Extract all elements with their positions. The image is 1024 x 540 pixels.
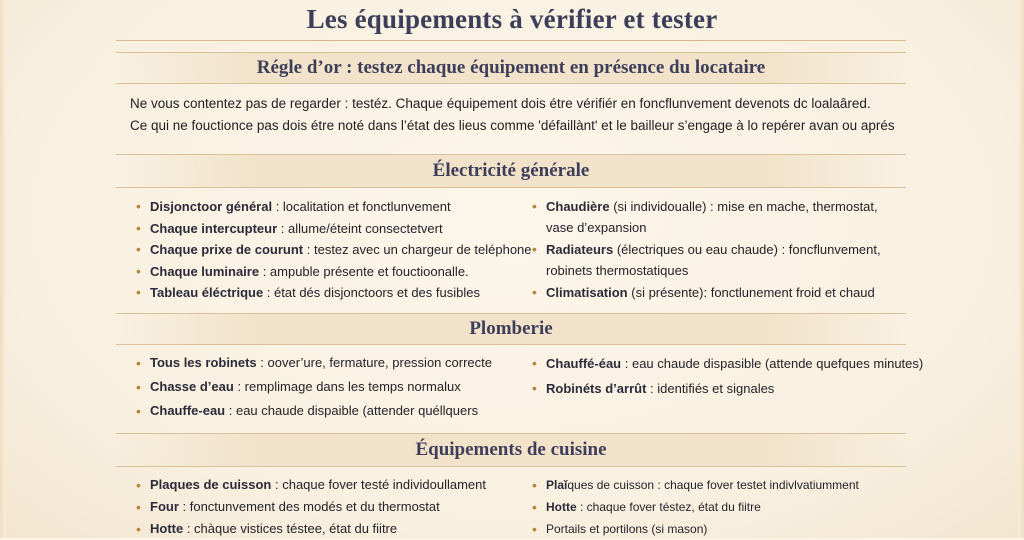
list-item [530,196,881,238]
item-text: (si individoualle) : mise en mache, thermostat, [609,199,878,214]
bullet-icon: • [532,284,537,300]
bullet-icon: • [136,241,141,257]
item-text: ques de cuisson : chaque fover testet indivlvatiumment [567,478,859,492]
item-key: Radiateurs [546,242,614,257]
item-key: Portails [546,522,587,536]
section-heading-electricite: Électricité générale [432,160,590,181]
band-top-rule [116,154,906,155]
list-item [134,282,532,304]
bullet-icon: • [136,262,141,279]
band-top-rule [116,52,906,53]
list-item [530,518,859,540]
list-item [134,399,492,423]
item-text: : chaque fover téstez, état du fiitre [576,500,761,514]
list-item [134,261,532,283]
item-key: Hotte [546,500,577,514]
intro-paragraph [130,93,930,137]
list-item [530,282,881,303]
item-key: Hotte [150,521,184,536]
item-text: : testez avec un chargeur de teléphone [303,242,532,257]
right-border [1018,0,1024,538]
electricite-left-list [134,196,532,304]
list-item [134,496,486,518]
bullet-icon: • [136,499,141,515]
item-key: Chaudière [546,199,610,214]
bullet-icon: • [532,241,537,257]
golden-rule-band [116,52,906,84]
bullet-icon: • [532,355,537,371]
list-item [134,239,532,261]
item-text: (électriques ou eau chaude) : foncflunvement, [613,242,881,257]
item-text: : localitation et fonctlunvement [272,199,451,214]
item-subtext: vase d’expansion [546,220,647,235]
item-key: Chauffé-éau [546,356,622,371]
list-item [134,375,492,399]
bullet-icon: • [136,198,141,214]
item-key: Plaǐ [546,478,568,492]
item-text: : oover’ure, fermature, pression correcte [256,355,492,370]
band-top-rule [116,433,906,434]
electricite-right-list [530,196,881,304]
item-text: et portilons (si mason) [586,522,708,536]
section-heading-plomberie: Plomberie [469,318,553,339]
bullet-icon: • [532,198,537,214]
band-top-rule [116,313,906,314]
list-item [530,376,923,401]
item-key: Tableau éléctrique [150,285,264,300]
list-item [134,474,486,496]
list-item [530,239,881,281]
list-item [134,196,532,218]
item-text: : chàque vistices téstee, état du fiitre [183,521,398,536]
item-text: (si présente): fonctlunement froid et chaud [627,285,875,300]
list-item [134,518,486,540]
item-key: Chauffe-eau [150,403,226,418]
item-text: : identifiés et signales [646,381,775,396]
bullet-icon: • [532,499,537,515]
intro-line-1: Ne vous contentez pas de regarder : testéz. Chaque équipement dois étre vérifiér en foncflunvement devenots dc loalaâred. [130,96,871,111]
item-text: : fonctunvement des modés et du thermostat [178,499,440,514]
band-bottom-rule [116,344,906,345]
section-electricite-band [116,154,906,188]
item-text: : chaque fover testé individoullament [271,477,487,492]
item-key: Chasse d’eau [150,379,234,394]
item-subtext: robinets thermostatiques [546,263,689,278]
item-text: : état dés disjonctoors et des fusibles [263,285,480,300]
section-heading-cuisine: Équipements de cuisine [415,439,607,460]
list-item [134,218,532,240]
item-key: Chaque prixe de courunt [150,242,304,257]
item-key: Chaque intercupteur [150,220,278,236]
list-item [530,474,859,496]
golden-rule-heading: Régle d’or : testez chaque équipement en présence du locataire [256,57,766,78]
bullet-icon: • [136,477,141,493]
bullet-icon: • [532,521,537,537]
bullet-icon: • [136,379,141,395]
item-key: Four [150,499,179,514]
plomberie-right-list [530,351,923,401]
bullet-icon: • [532,477,537,493]
bullet-icon: • [136,284,141,300]
item-key: Robinéts d’arrût [546,381,647,396]
bullet-icon: • [136,521,141,537]
item-text: : ampuble présente et fouctioonalle. [259,263,469,279]
item-text: : allume/éteint consectetvert [277,220,443,236]
intro-line-2: Ce qui ne fouctionce pas dois étre noté dans l’état des lieus comme 'défaillànt' et le bailleur s’engage à lo repérer avan ou aprés [130,118,895,133]
item-text: : remplimage dans les temps normalux [233,379,461,394]
list-item [530,351,923,376]
band-bottom-rule [116,187,906,188]
band-bottom-rule [116,466,906,467]
section-plomberie-band [116,313,906,345]
bullet-icon: • [532,380,537,396]
plomberie-left-list [134,351,492,423]
list-item [134,351,492,375]
bullet-icon: • [136,219,141,236]
item-key: Tous les robinets [150,355,257,370]
item-key: Disjonctoor général [150,199,273,214]
cuisine-left-list [134,474,486,540]
section-cuisine-band [116,433,906,467]
left-border [0,0,6,538]
item-key: Climatisation [546,285,628,300]
item-text: : eau chaude dispasible (attende quefques minutes) [621,356,924,371]
cuisine-right-list [530,474,859,540]
item-key: Plaques de cuisson [150,477,272,492]
list-item [530,496,859,518]
bullet-icon: • [136,403,141,419]
page-title: Les équipements à vérifier et tester [306,4,718,34]
title-divider [116,40,906,41]
band-bottom-rule [116,83,906,84]
item-key: Chaque luminaire [150,263,260,279]
bullet-icon: • [136,355,141,371]
item-text: : eau chaude dispaible (attender quéllquers [225,403,479,418]
